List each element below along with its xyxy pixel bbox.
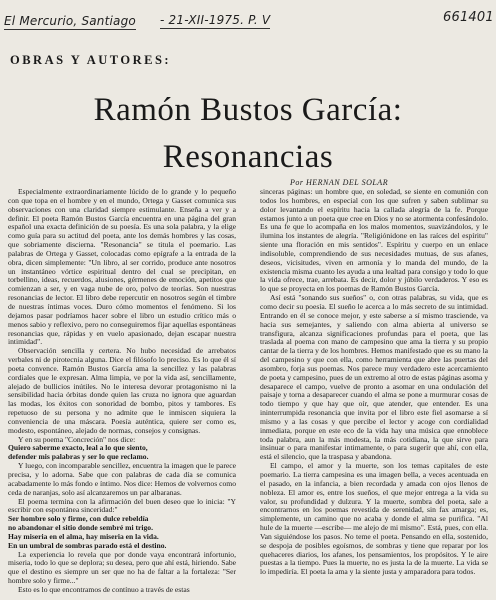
paragraph: sinceras páginas: un hombre que, en soledad, se siente en comunión con todos los hombres, en especial con los que sufren y saben sublimar su dolor levantando el espíritu hacia la callada alegría de la fe. Porque estamos junto a un poeta que cree en Dios y no se atormenta confesándolo. Es una fe que lo acompaña en los malos momentos, suavizándolos, y le ilumina los instantes de alegría. "Religiónidone en las raíces del espíritu" siente una floración en mis sentidos". Espíritu y cuerpo en un enlace indisoluble, comprendiendo de sus necesidades mutuas, de sus afanes, deseos, vicisitudes, viven en armonía y lo manda del mundo, de la existencia misma cuanto les ayuda a una lealtad para consigo y todo lo que la vida ofrece, trae, arrebata. Es decir, dolor y júbilo verdaderos. Y eso es lo que se proyecta en los poemas de Ramón Bustos García.: [260, 187, 488, 294]
paragraph: El campo, el amor y la muerte, son los temas capitales de este poemario. La tierra campesina es una imagen bella, a veces acentuada en el pasado, en la infancia, a bien recordada y amada con ojos llenos de nobleza. El amor es, entre los sueños, el que mejor entrega a la vida su valor, su profundidad y dulzura. Y la muerte, sombra del poeta, sale a encontrarnos en los poemas revestida de serenidad, sin fax amarga; es, simplemente, un camino que no acaba y donde el alma se purifica. "Al hule de la muerte —escribe— me alejo de mi mismo". Está, pues, con ella. Van siguiéndose los pasos. No teme el poeta. Pensando en ella, sostenido, se despoja de posibles egoísmos, de sombras y tiene que reparar por los quehaceres diarios, los afanes, los pensamientos, los propósitos. Y le aire puestas a la tiempo. Pues la muerte, no es justa la de la muerte. La vida se lo impediría. El poeta la ama y la siente justa y amparadora para todos.: [260, 461, 488, 577]
verse-line: defender mis palabras y ser lo que reclamo.: [8, 452, 149, 462]
paragraph: Y luego, con incomparable sencillez, encuentra la imagen que le parece precisa, y lo adorna. Sabe que con palabras de cada día se comunica acabadamente lo más fondo e íntimo. Nos dice: Hemos de volvernos como ceda de naranjas, solo así alcanzaremos un par albaranas.: [8, 461, 236, 497]
clipping-number: 661401: [443, 10, 494, 25]
article-subtitle: Resonancias: [162, 139, 334, 175]
paragraph: Observación sencilla y certera. No hubo necesidad de arrebatos verbales ni de pirotecnia alguna. Dice el filósofo lo preciso. Es lo que él sí poeta convence. Ramón Bustos García ama la sencillez y las palabras cordiales que le expresan. Alma limpia, ve por la vida así, sencillamente, alejado de bullicios inútiles. No le interesa devorar protagonismo ni la sensibilidad hacia órbitas donde quien las cruza no ignora que aguardan las modas, los éxitos con sonoridad de bombo, pitos y tambores. Es repetuoso de su persona y no admite que le inmiscen siquiera la conveniencia de una máscara. Poesía auténtica, quiere ser como es, modesto, espontáneo, alejado de normas, consejos y consignas.: [8, 346, 236, 435]
clipping-date: - 21-XII-1975. P. V: [160, 13, 271, 27]
verse-line: En un umbral de sombras parado está el destino.: [8, 540, 167, 550]
verse-line: Hay miseria en el alma, hay miseria en la vida.: [8, 531, 159, 541]
paragraph: Así está "sonando sus sueños" o, con otras palabras, su vida, que es como decir su poesía. El sueño le acerca a lo más secreto de su intimidad. Entrando en él se conoce mejor, y este saberse a sí mismo trasciende, va hacia sus semejantes, y saliendo con alma abierta al universo se transfigura, alcanza significaciones profundas para el poeta, que las traslada al poema con mano de campesino que ama la tierra y su propio cantar de la tierra y de los hombres. Hemos manifestado que es su mano la del campesino y que con ella, como herramienta que abre las puertas del asombro, forja sus poemas. Nos parece muy verdadero este acercamiento de poeta y campesino, pues de un extremo al otro de estas páginas asoma y desaparece el campo, vuelve de pronto a asomar en una ondulación del paisaje y torna a desaparecer cuando el alma se pone a murmurar cosas de todo tiempo y que hay que oír, que atender, que entender. Es una ininterrumpida resonancia que invita por el libro este fiel asomarse a sí mismo y a las cosas y que percibe el lector y acoge con cordialidad inmediata, porque en este eco de la vida hay una música que ennoblece toda palabra, aun la más modesta, la más cotidiana, la que sirve para insinuar o para manifestar intimamente, o para sugerir que ahí, con ella, está el silencio, que la traspasa y abandona.: [260, 293, 488, 462]
paragraph: El poema termina con la afirmación del buen deseo que lo inicia: "Y escribir con espontánea sinceridad:": [8, 496, 236, 515]
paragraph: Esto es lo que encontramos de contínuo a través de estas: [18, 584, 190, 594]
paragraph: Y en su poema "Concreción" nos dice:: [18, 434, 136, 444]
paragraph: Especialmente extraordinariamente lúcido de lo grande y lo pequeño con que topa en el hombre y en el mundo, Ortega y Gasset comunica sus observaciones con una claridad siempre estimulante. Enseña a ver y a definir. El poeta Ramón Bustos García encuentra en una página del gran español una exacta definición de su poesía. Es una sola palabra, y la elige como guía para su actitud del poeta, ante los demás hombres y las cosas, que sobriamente discierna. "Resonancia" se titula el poemario. Las palabras de Ortega y Gasset, colocadas como epígrafe a la entrada de la obra, dicen simplemente: "Un libro, al ser corrido, produce ante nosotros un instantáneo vórtice espiritual dentro del cual se precipitan, en torbellino, ideas, recuerdos, alusiones, gérmenes de emoción, apetitos que comienzan a ser, y en vaga nube de oro, polvo de teorías. Son nuestras resonancias de lector. El libro debe repercutir en nosotros según el timbre de nuestras íntimas voces. Duro cómo momentos el fenómeno. Si los dejamos pasar podríamos hacer sobre el libro un estudio crítico más o menos sabio y reflexivo, pero no conseguiremos fijar aquellas espontáneas resonancias que, rápidas y en vuelo apasionado, dejan escapar nuestra intimidad".: [8, 187, 236, 347]
verse-line: no abandonar el sitio donde sembré mi trigo.: [8, 523, 153, 533]
article-byline: Por HERNAN DEL SOLAR: [290, 178, 389, 187]
paragraph: La experiencia lo revela que por donde vaya encontrará infortunio, miseria, todo lo que se deplora; su desea, pero que ahí está, hiriendo. Sabe que el destino es siempre un ser que no ha de faltar a la fortaleza: "Ser hombre solo y firme...": [8, 549, 236, 586]
body-column-left: [8, 188, 236, 595]
article-title: Ramón Bustos García:: [93, 92, 403, 128]
body-column-right: [260, 188, 488, 577]
article-kicker: OBRAS Y AUTORES:: [10, 53, 172, 67]
verse-line: Ser hombre solo y firme, con dulce rebeldía: [8, 514, 149, 524]
clipping-source: El Mercurio, Santiago: [4, 14, 136, 28]
verse-line: Quiero saberme exacto, leal a lo que siento,: [8, 443, 148, 453]
